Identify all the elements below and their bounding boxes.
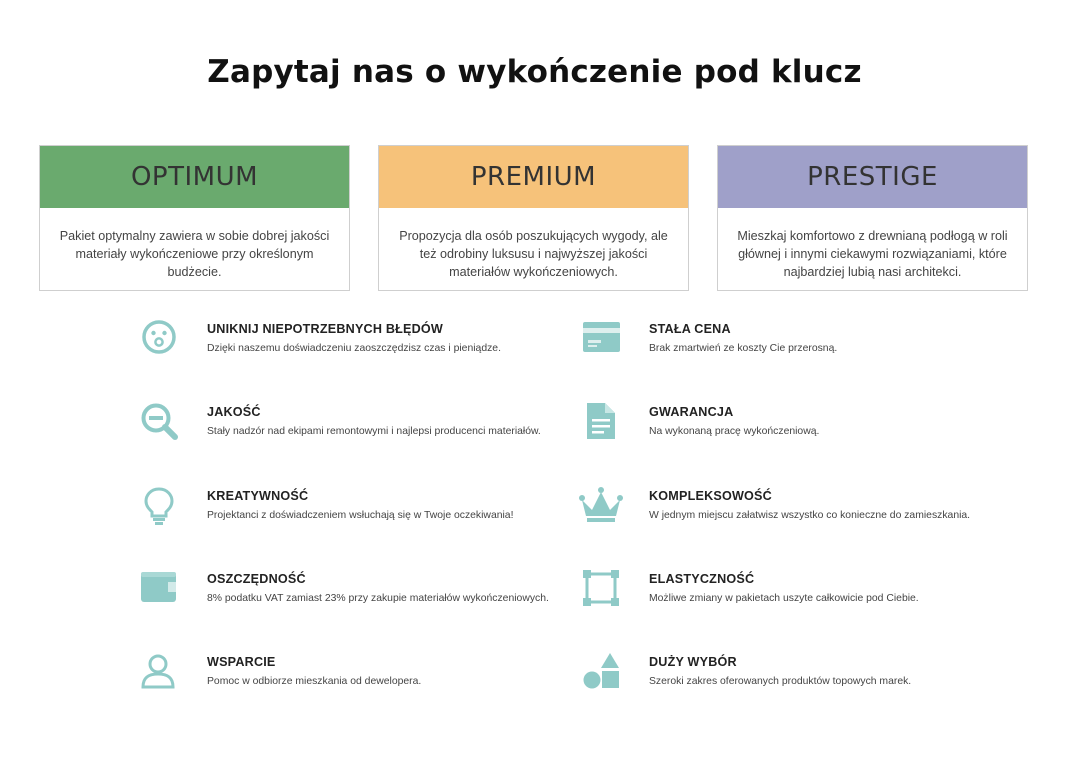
package-name: PRESTIGE bbox=[807, 162, 938, 192]
feature-avoid-mistakes bbox=[141, 320, 561, 370]
feature-title: GWARANCJA bbox=[649, 405, 734, 419]
package-name: PREMIUM bbox=[470, 162, 597, 192]
package-description: Mieszkaj komfortowo z drewnianą podłogą w roli głównej i innymi ciekawymi rozwiązaniami, które najbardziej lubią nasi architekci. bbox=[737, 229, 1008, 279]
package-card-prestige bbox=[717, 145, 1028, 291]
feature-wide-choice bbox=[583, 653, 1003, 703]
feature-title: JAKOŚĆ bbox=[207, 405, 261, 419]
package-header-prestige bbox=[718, 146, 1027, 208]
package-card-optimum bbox=[39, 145, 350, 291]
feature-guarantee bbox=[583, 403, 1003, 453]
feature-description: Możliwe zmiany w pakietach uszyte całkowicie pod Ciebie. bbox=[649, 593, 919, 604]
feature-savings bbox=[141, 570, 561, 620]
package-header-optimum bbox=[40, 146, 349, 208]
feature-description: Szeroki zakres oferowanych produktów topowych marek. bbox=[649, 676, 912, 687]
crown-icon bbox=[579, 487, 623, 527]
user-icon bbox=[141, 653, 181, 693]
feature-creativity bbox=[141, 487, 561, 537]
lightbulb-icon bbox=[141, 487, 181, 527]
shapes-icon bbox=[583, 653, 623, 693]
credit-card-icon bbox=[583, 320, 623, 360]
package-name: OPTIMUM bbox=[130, 162, 259, 192]
page-title: Zapytaj nas o wykończenie pod klucz bbox=[207, 54, 862, 90]
feature-description: Dzięki naszemu doświadczeniu zaoszczędzisz czas i pieniądze. bbox=[207, 343, 501, 354]
feature-support bbox=[141, 653, 561, 703]
feature-title: WSPARCIE bbox=[207, 655, 276, 669]
feature-description: Stały nadzór nad ekipami remontowymi i najlepsi producenci materiałów. bbox=[207, 426, 541, 437]
feature-flexibility bbox=[583, 570, 1003, 620]
feature-description: W jednym miejscu załatwisz wszystko co konieczne do zamieszkania. bbox=[649, 510, 971, 521]
package-card-premium bbox=[378, 145, 689, 291]
package-description: Pakiet optymalny zawiera w sobie dobrej jakości materiały wykończeniowe przy określonym budżecie. bbox=[59, 229, 330, 279]
surprised-face-icon bbox=[141, 320, 181, 360]
feature-comprehensive bbox=[579, 487, 999, 537]
feature-title: KREATYWNOŚĆ bbox=[207, 489, 309, 503]
feature-description: Na wykonaną pracę wykończeniową. bbox=[649, 426, 820, 437]
feature-description: Brak zmartwień ze koszty Cie przerosną. bbox=[649, 343, 838, 354]
feature-fixed-price bbox=[583, 320, 1003, 370]
feature-title: OSZCZĘDNOŚĆ bbox=[207, 572, 306, 586]
feature-title: KOMPLEKSOWOŚĆ bbox=[649, 489, 772, 503]
feature-title: UNIKNIJ NIEPOTRZEBNYCH BŁĘDÓW bbox=[207, 322, 443, 336]
feature-title: STAŁA CENA bbox=[649, 322, 731, 336]
feature-title: ELASTYCZNOŚĆ bbox=[649, 572, 755, 586]
zoom-out-icon bbox=[141, 403, 181, 443]
document-icon bbox=[583, 403, 623, 443]
resize-frame-icon bbox=[583, 570, 623, 610]
feature-title: DUŻY WYBÓR bbox=[649, 655, 737, 669]
package-header-premium bbox=[379, 146, 688, 208]
feature-description: Pomoc w odbiorze mieszkania od dewelopera. bbox=[207, 676, 422, 687]
feature-description: 8% podatku VAT zamiast 23% przy zakupie materiałów wykończeniowych. bbox=[207, 593, 549, 604]
package-description: Propozycja dla osób poszukujących wygody, ale też odrobiny luksusu i najwyższej jakości materiałów wykończeniowych. bbox=[399, 229, 668, 279]
wallet-icon bbox=[141, 570, 181, 610]
feature-description: Projektanci z doświadczeniem wsłuchają się w Twoje oczekiwania! bbox=[207, 510, 514, 521]
feature-quality bbox=[141, 403, 561, 453]
